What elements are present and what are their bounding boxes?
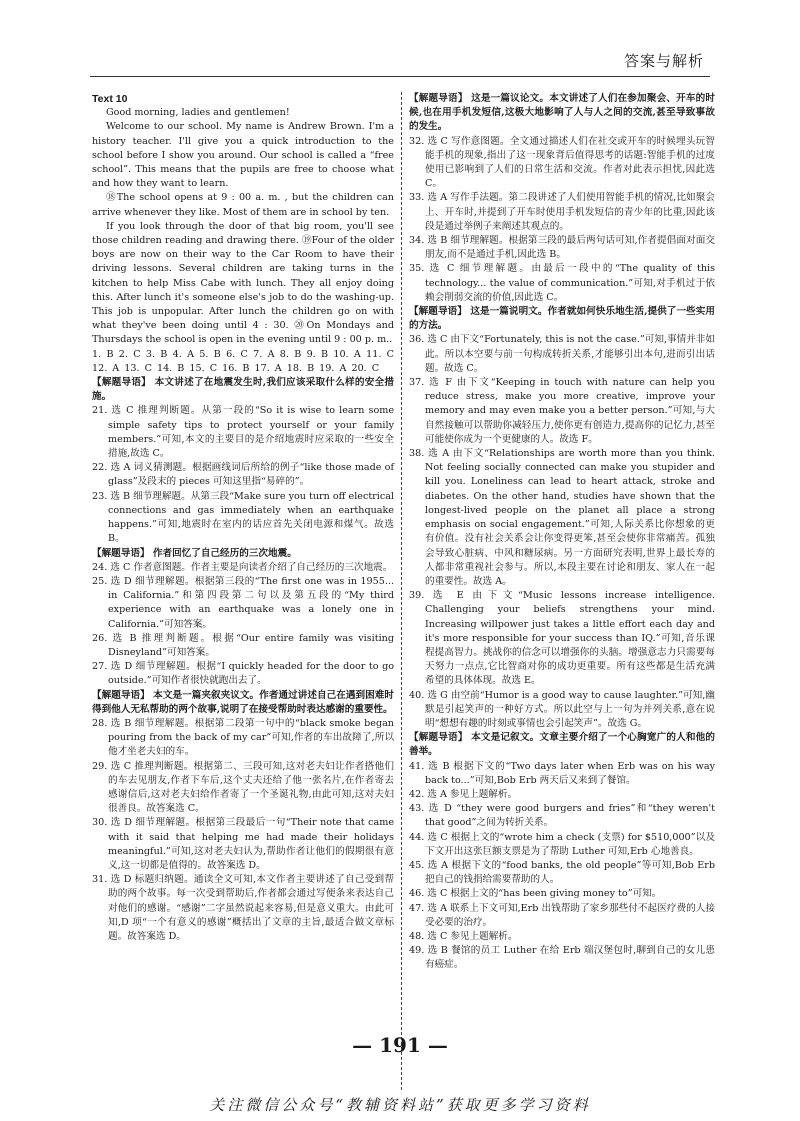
right-paragraph: 38. 选 A 由下文“Relationships are worth more than you think. Not feeling socially connected can make you stupider and kill you. Loneliness can lead to heart attack, stroke and diabetes. On the other hand, studies have shown that the longest-lived people on the planet all place a strong emphasis on social engagement.”可知,人际关系比你想象的更有价值。没有社会关系会让你变得更笨,甚至会使你非常痛苦。孤独会导致心脏病、中风和糖尿病。另一方面研究表明,世界上最长寿的人都非常重视社会参与。所以,本段主要在讨论和朋友、家人在一起的重要性。故选 A。 <box>409 448 715 587</box>
right-paragraph: 46. 选 C 根据上文的“has been giving money to”可知。 <box>409 888 662 900</box>
right-paragraph: 37. 选 F 由下文“Keeping in touch with nature can help you reduce stress, make you more creative, improve your memory and may even make you a better person.”可知,与大自然接触可以帮助你减轻压力,使你更有创造力,提高你的记忆力,甚至可能使你成为一个更健康的人。故选 F。 <box>409 377 715 445</box>
right-paragraph: 43. 选 D “they were good burgers and fries”和“they weren't that good”之间为转折关系。 <box>409 803 715 829</box>
footer-note: 关注微信公众号“教辅资料站”获取更多学习资料 <box>209 1096 591 1114</box>
right-paragraph: 【解题导语】 这是一篇议论文。本文讲述了人们在参加聚会、开车的时候,也在用手机发短信,这极大地影响了人与人之间的交流,甚至导致事故的发生。 <box>409 93 715 133</box>
left-paragraph: ⑱The school opens at 9 : 00 a. m. , but the children can arrive whenever they like. Most of them are in school by ten. <box>92 192 394 218</box>
column-divider <box>401 92 402 1090</box>
right-paragraph: 34. 选 B 细节理解题。根据第三段的最后两句话可知,作者提倡面对面交朋友,而不是通过手机,因此选 B。 <box>409 235 715 261</box>
left-paragraph: 29. 选 C 推理判断题。根据第二、三段可知,这对老夫妇让作者搭他们的车去见朋友,作者下车后,这个丈夫还给了他一张名片,在作者寄去感谢信后,这对老夫妇给作者寄了一个圣诞礼物,由此可知,这对夫妇很善良。故答案选 C。 <box>92 760 394 815</box>
left-paragraph: 【解题导语】 本文是一篇夹叙夹议文。作者通过讲述自己在遇到困难时得到他人无私帮助的两个故事,说明了在接受帮助时表达感谢的重要性。 <box>92 689 394 715</box>
right-paragraph: 32. 选 C 写作意图题。全文通过描述人们在社交或开车的时候埋头玩智能手机的现象,指出了这一现象背后值得思考的话题:智能手机的过度使用已影响到了人们的日常生活和交流。作者对此表示担忧,因此选 C。 <box>409 135 715 190</box>
right-paragraph: 44. 选 C 根据上文的“wrote him a check (支票) for $510,000”以及下文开出这张巨额支票是为了帮助 Luther 可知,Erb 心地善良。 <box>409 831 715 857</box>
page-header <box>0 0 800 80</box>
left-paragraph: 25. 选 D 细节理解题。根据第三段的“The first one was in 1955... in California.”和第四段第二句以及第五段的“My third experience with an earthquake was a lonely one in California.”可知答案。 <box>92 575 394 630</box>
left-paragraph: 22. 选 A 词义猜测题。根据画线词后所给的例子“like those made of glass”及段末的 pieces 可知这里指“易碎的”。 <box>92 462 394 488</box>
right-paragraph: 【解题导语】 这是一篇说明文。作者就如何快乐地生活,提供了一些实用的方法。 <box>409 306 715 332</box>
right-paragraph: 39. 选 E 由下文“Music lessons increase intelligence. Challenging your beliefs strengthens your mind. Increasing willpower just takes a little effort each day and it's more responsible for your success than IQ.”可知,音乐课程提高智力。挑战你的信念可以增强你的头脑。增强意志力只需要每天努力一点点,它比智商对你的成功更重要。所有这些都是生活充满希望的具体体现。故选 E。 <box>409 590 715 687</box>
left-paragraph: 21. 选 C 推理判断题。从第一段的“So it is wise to learn some simple safety tips to protect yourself or your family members.”可知,本文的主要目的是介绍地震时应采取的一些安全措施,故选 C。 <box>92 405 394 460</box>
right-paragraph: 35. 选 C 细节理解题。由最后一段中的“The quality of this technology... the value of communication.”可知,对手机过于依赖会削弱交流的价值,因此选 C。 <box>409 263 715 303</box>
left-paragraph: Good morning, ladies and gentlemen! <box>106 107 290 119</box>
left-paragraph: Welcome to our school. My name is Andrew Brown. I'm a history teacher. I'll give you a quick introduction to the school before I show you around. Our school is called a “free school”. This means that the pupils are free to choose what and how they want to learn. <box>92 121 394 190</box>
left-paragraph: 【解题导语】 本文讲述了在地震发生时,我们应该采取什么样的安全措施。 <box>92 377 394 403</box>
right-paragraph: 40. 选 G 由空前“Humor is a good way to cause laughter.”可知,幽默是引起笑声的一种好方式。所以此空与上一句为并列关系,意在说明“想想有趣的时刻或事情也会引起笑声”。故选 G。 <box>409 689 715 729</box>
page-number: — 191 — <box>352 1033 448 1057</box>
left-paragraph: Text 10 <box>92 93 128 105</box>
right-paragraph: 【解题导语】 本文是记叙文。文章主要介绍了一个心胸宽广的人和他的善举。 <box>409 732 715 758</box>
left-paragraph: 23. 选 B 细节理解题。从第三段“Make sure you turn off electrical connections and gas immediately when an earthquake happens.”可知,地震时在室内的话应首先关闭电源和煤气。故选 B。 <box>92 490 394 545</box>
right-paragraph: 48. 选 C 参见上题解析。 <box>409 930 518 942</box>
left-paragraph: 30. 选 D 细节理解题。根据第三段最后一句“Their note that came with it said that helping me had made their holidays meaningful.”可知,这对老夫妇认为,帮助作者让他们的假期很有意义,这一切都是值得的。故答案选 D。 <box>92 817 394 871</box>
right-column <box>409 92 715 973</box>
right-paragraph: 45. 选 A 根据下文的“food banks, the old people”等可知,Bob Erb 把自己的钱捐给需要帮助的人。 <box>409 859 715 886</box>
left-paragraph: 28. 选 B 细节理解题。根据第二段第一句中的“black smoke began pouring from the back of my car”可知,作者的车出故障了,所以他才坐老夫妇的车。 <box>92 717 394 758</box>
left-paragraph: If you look through the door of that big room, you'll see those children reading and drawing there. ⑲Four of the older boys are now on their way to the Car Room to have their driving lessons. Several children are taking turns in the kitchen to help Miss Cabe with lunch. They all enjoy doing this. After lunch it's someone else's job to do the washing-up. This job is unpopular. After lunch the children go on with what they've been doing until 4 : 30. ⑳On Mondays and Thursdays the school is open in the evening until 9 : 00 p. m.. <box>92 220 394 346</box>
right-paragraph: 41. 选 B 根据下文的“Two days later when Erb was on his way back to...”可知,Bob Erb 两天后又来到了餐馆。 <box>409 760 715 786</box>
right-paragraph: 33. 选 A 写作手法题。第二段讲述了人们使用智能手机的情况,比如聚会上、开车时,并提到了开车时使用手机发短信的青少年的比重,因此该段是通过举例子来阐述其观点的。 <box>409 192 715 232</box>
left-column <box>92 92 394 944</box>
left-paragraph: 24. 选 C 作者意图题。作者主要是向读者介绍了自己经历的三次地震。 <box>92 561 393 573</box>
left-paragraph: 31. 选 D 标题归纳题。通读全文可知,本文作者主要讲述了自己受到帮助的两个故事。每一次受到帮助后,作者都会通过写便条来表达自己对他们的感谢。“感谢”二字虽然说起来容易,但是意义重大。由此可知,D 项“一个有意义的感谢”概括出了文章的主旨,最适合做文章标题。故答案选 D。 <box>92 874 394 942</box>
right-paragraph: 36. 选 C 由下文“Fortunately, this is not the case.”可知,事情并非如此。所以本空要与前一句构成转折关系,才能够引出本句,进而引出话题。故选 C。 <box>409 334 715 374</box>
left-paragraph: 27. 选 D 细节理解题。根据“I quickly headed for the door to go outside.”可知作者很快就跑出去了。 <box>92 661 394 687</box>
right-paragraph: 47. 选 A 联系上下文可知,Erb 出钱帮助了家乡那些付不起医疗费的人接受必要的治疗。 <box>409 902 715 928</box>
left-paragraph: 【解题导语】 作者回忆了自己经历的三次地震。 <box>92 547 297 559</box>
header-title: 答案与解析 <box>623 52 704 70</box>
right-paragraph: 49. 选 B 餐馆的员工 Luther 在给 Erb 端汉堡包时,聊到自己的女儿患有癌症。 <box>409 945 715 971</box>
left-paragraph: 26. 选 B 推理判断题。根据“Our entire family was visiting Disneyland”可知答案。 <box>92 632 394 658</box>
left-paragraph: 1. B 2. C 3. B 4. A 5. B 6. C 7. A 8. B 9. B 10. A 11. C 12. A 13. C 14. B 15. C 16. B 17. A 18. B 19. A 20. C <box>92 348 394 374</box>
header-rule <box>90 76 710 77</box>
right-paragraph: 42. 选 A 参见上题解析。 <box>409 788 518 800</box>
